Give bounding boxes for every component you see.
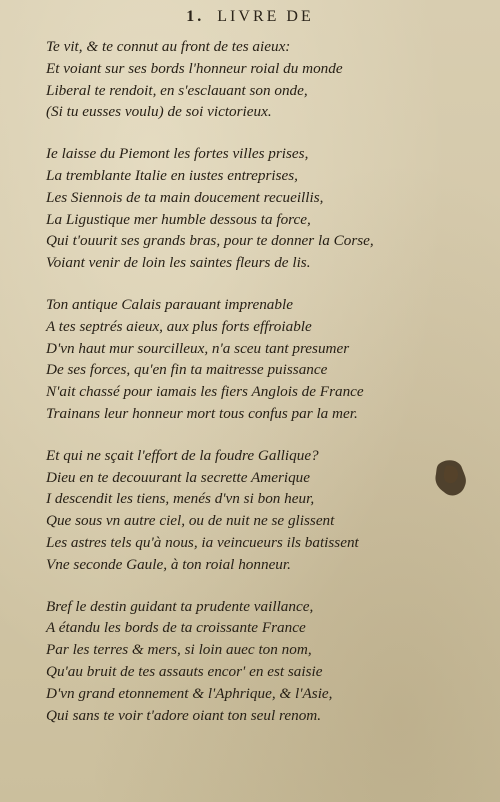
verse-line: Et voiant sur ses bords l'honneur roial du monde: [46, 59, 343, 77]
verse-line: La Ligustique mer humble dessous ta force,: [46, 210, 311, 228]
verse-line: Ie laisse du Piemont les fortes villes prises,: [46, 145, 309, 163]
verse-line: Par les terres & mers, si loin auec ton nom,: [46, 641, 312, 659]
verse-line: Les Siennois de ta main doucement recueillis,: [46, 188, 324, 206]
verse-line: Que sous vn autre ciel, ou de nuit ne se glissent: [46, 512, 335, 530]
verse-line: Qui sans te voir t'adore oiant ton seul renom.: [46, 706, 322, 724]
running-title: LIVRE DE: [217, 8, 314, 25]
stanza: [46, 36, 466, 123]
verse-line: Et qui ne sçait l'effort de la foudre Gallique?: [46, 446, 319, 464]
verse-line: Ton antique Calais parauant imprenable: [46, 295, 293, 313]
page-number: 1.: [186, 8, 205, 25]
verse-line: Trainans leur honneur mort tous confus par la mer.: [46, 404, 358, 422]
verse-line: A étandu les bords de ta croissante France: [46, 619, 306, 637]
verse-line: (Si tu eusses voulu) de soi victorieux.: [46, 103, 272, 121]
verse-line: Dieu en te decouurant la secrette Amerique: [46, 468, 311, 486]
ink-stain: [432, 458, 470, 498]
verse-line: D'vn haut mur sourcilleux, n'a sceu tant presumer: [46, 339, 350, 357]
stanza: [46, 596, 466, 727]
verse-line: Vne seconde Gaule, à ton roial honneur.: [46, 555, 291, 573]
verse-line: Bref le destin guidant ta prudente vaillance,: [46, 597, 314, 615]
verse-line: I descendit les tiens, menés d'vn si bon heur,: [46, 490, 315, 508]
verse-line: Te vit, & te connut au front de tes aieux:: [46, 38, 291, 55]
verse-line: Liberal te rendoit, en s'esclauant son onde,: [46, 81, 308, 99]
stanza: [46, 294, 466, 425]
verse-line: De ses forces, qu'en fin ta maitresse puissance: [46, 361, 328, 379]
stanza: [46, 143, 466, 274]
verse-line: Qu'au bruit de tes assauts encor' en est saisie: [46, 662, 323, 680]
verse-line: Qui t'ouurit ses grands bras, pour te donner la Corse,: [46, 232, 374, 250]
verse-line: N'ait chassé pour iamais les fiers Anglois de France: [46, 383, 364, 401]
verse-line: Les astres tels qu'à nous, ia veincueurs ils batissent: [46, 533, 359, 551]
verse-line: La tremblante Italie en iustes entreprises,: [46, 166, 298, 184]
running-header: [0, 8, 500, 26]
poem-body: [46, 36, 466, 746]
verse-line: D'vn grand etonnement & l'Aphrique, & l'Asie,: [46, 684, 333, 702]
verse-line: Voiant venir de loin les saintes fleurs de lis.: [46, 254, 311, 272]
stanza: [46, 445, 466, 576]
verse-line: A tes septrés aieux, aux plus forts effroiable: [46, 317, 312, 335]
